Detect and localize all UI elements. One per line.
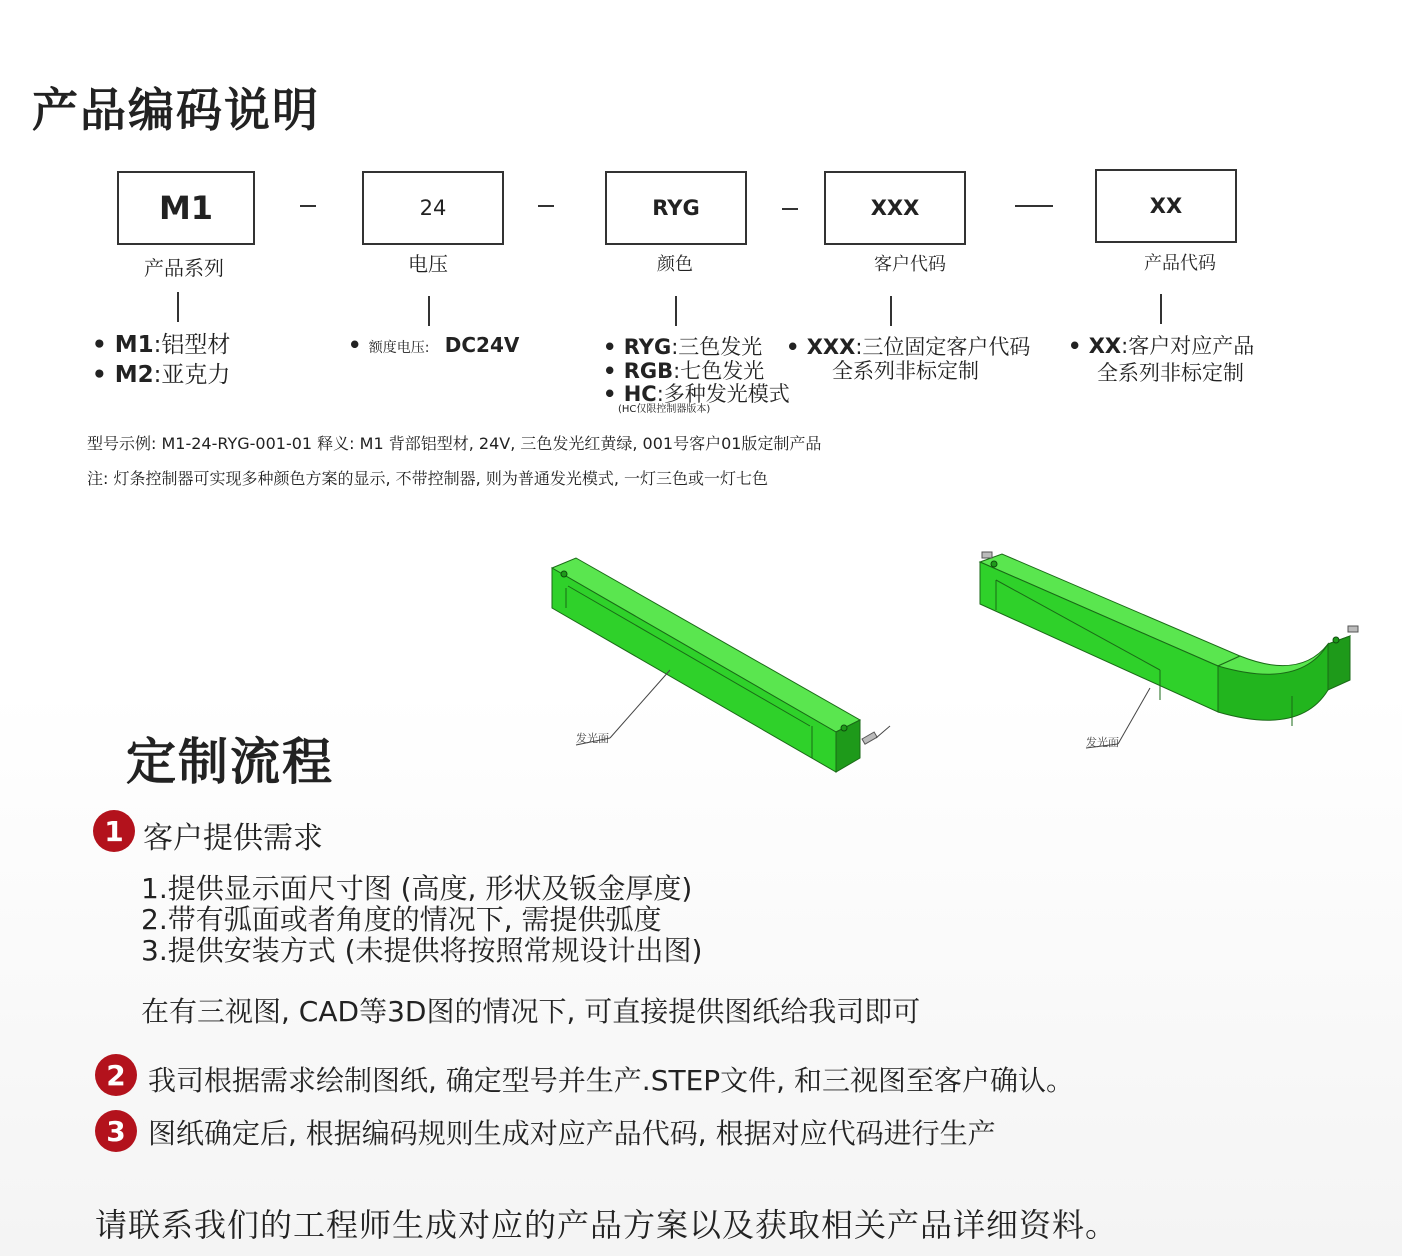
section-title-coding: 产品编码说明 [32, 83, 320, 137]
step-number-1: 1 [93, 810, 135, 852]
requirement-line-3: 3.提供安装方式 (未提供将按照常规设计出图) [141, 934, 703, 967]
code-box-color: RYG [605, 171, 747, 245]
caption-color: 颜色 [657, 254, 693, 275]
section-title-process: 定制流程 [126, 733, 334, 791]
controller-note: 注: 灯条控制器可实现多种颜色方案的显示, 不带控制器, 则为普通发光模式, 一灯三色或一灯七色 [87, 469, 768, 488]
desc-m1: • M1:铝型材 [92, 332, 231, 358]
emitting-face-label: 发光面 [576, 732, 609, 745]
caption-series: 产品系列 [144, 256, 224, 280]
separator-dash [538, 205, 554, 207]
step-title-3: 图纸确定后, 根据编码规则生成对应产品代码, 根据对应代码进行生产 [148, 1117, 996, 1150]
requirement-line-2: 2.带有弧面或者角度的情况下, 需提供弧度 [141, 903, 662, 936]
desc-hc: • HC:多种发光模式 [603, 382, 790, 406]
emitting-face-label: 发光面 [1086, 736, 1119, 749]
desc-xx-line2: 全系列非标定制 [1097, 361, 1244, 385]
connector-line [1160, 294, 1162, 324]
connector-line [428, 296, 430, 326]
desc-voltage: • 额度电压: DC24V [348, 333, 520, 357]
separator-dash [1015, 205, 1053, 207]
caption-product: 产品代码 [1144, 253, 1216, 274]
code-box-voltage: 24 [362, 171, 504, 245]
caption-customer: 客户代码 [874, 254, 946, 275]
code-box-customer: XXX [824, 171, 966, 245]
desc-xx: • XX:客户对应产品 [1068, 334, 1255, 358]
step-title-2: 我司根据需求绘制图纸, 确定型号并生产.STEP文件, 和三视图至客户确认。 [148, 1064, 1074, 1097]
connector-line [675, 296, 677, 326]
separator-dash [782, 208, 798, 210]
desc-rgb: • RGB:七色发光 [603, 359, 765, 383]
step-number-3: 3 [95, 1110, 137, 1152]
step-title-1: 客户提供需求 [143, 821, 323, 856]
bent-bar-drawing [980, 552, 1358, 748]
product-drawings [540, 540, 1400, 790]
desc-ryg: • RYG:三色发光 [603, 335, 763, 359]
desc-xxx-line2: 全系列非标定制 [832, 359, 979, 383]
connector-line [177, 292, 179, 322]
code-box-series: M1 [117, 171, 255, 245]
contact-footer: 请联系我们的工程师生成对应的产品方案以及获取相关产品详细资料。 [95, 1206, 1119, 1244]
separator-dash [300, 205, 316, 207]
connector-line [890, 296, 892, 326]
desc-m2: • M2:亚克力 [92, 362, 231, 388]
model-example: 型号示例: M1-24-RYG-001-01 释义: M1 背部铝型材, 24V, 三色发光红黄绿, 001号客户01版定制产品 [87, 434, 822, 453]
requirement-extra: 在有三视图, CAD等3D图的情况下, 可直接提供图纸给我司即可 [141, 995, 921, 1028]
requirement-line-1: 1.提供显示面尺寸图 (高度, 形状及钣金厚度) [141, 872, 693, 905]
code-box-product: XX [1095, 169, 1237, 243]
caption-voltage: 电压 [408, 252, 448, 276]
desc-xxx: • XXX:三位固定客户代码 [786, 335, 1031, 359]
desc-hc-note: (HC仅限控制器版本) [618, 404, 711, 415]
step-number-2: 2 [95, 1054, 137, 1096]
